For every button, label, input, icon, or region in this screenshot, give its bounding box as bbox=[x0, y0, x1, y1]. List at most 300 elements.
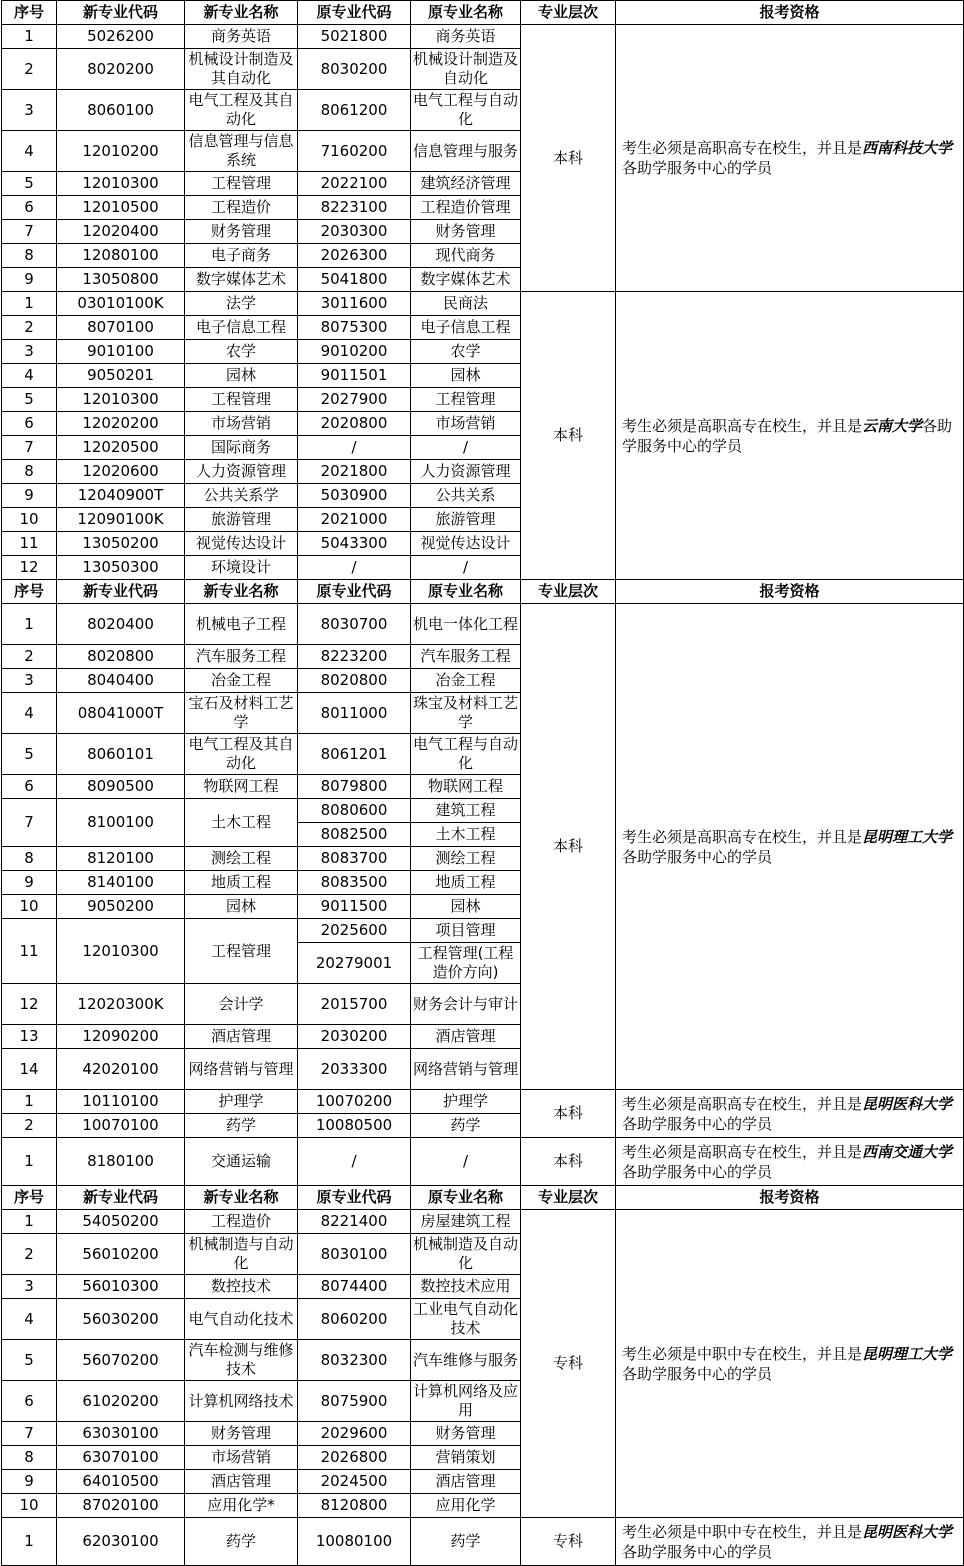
cell-old-name: 电气工程与自动化 bbox=[411, 90, 521, 131]
cell-old-code: 2026800 bbox=[298, 1446, 411, 1470]
cell-old-code: 5030900 bbox=[298, 484, 411, 508]
cell-old-code: 8032300 bbox=[298, 1340, 411, 1381]
eligibility-university: 昆明医科大学 bbox=[862, 1094, 953, 1113]
cell-seq: 8 bbox=[2, 1446, 57, 1470]
header-seq: 序号 bbox=[2, 580, 57, 604]
cell-old-code: 8020800 bbox=[298, 669, 411, 693]
cell-old-name: 建筑工程 bbox=[411, 799, 521, 823]
cell-new-code: 12020600 bbox=[57, 460, 185, 484]
cell-level: 本科 bbox=[521, 292, 616, 580]
header-level: 专业层次 bbox=[521, 1186, 616, 1210]
cell-new-code: 12040900T bbox=[57, 484, 185, 508]
cell-new-code: 12020300K bbox=[57, 984, 185, 1025]
cell-old-code: 5021800 bbox=[298, 25, 411, 49]
cell-old-name: 园林 bbox=[411, 895, 521, 919]
cell-new-name: 酒店管理 bbox=[185, 1470, 298, 1494]
cell-new-name: 地质工程 bbox=[185, 871, 298, 895]
cell-old-code: 9011500 bbox=[298, 895, 411, 919]
cell-old-name: 土木工程 bbox=[411, 823, 521, 847]
cell-old-code: 8074400 bbox=[298, 1275, 411, 1299]
cell-old-code: 8075900 bbox=[298, 1381, 411, 1422]
cell-new-code: 8060101 bbox=[57, 734, 185, 775]
cell-new-code: 12020200 bbox=[57, 412, 185, 436]
cell-new-code: 13050200 bbox=[57, 532, 185, 556]
cell-old-code: 2021800 bbox=[298, 460, 411, 484]
cell-new-name: 汽车检测与维修技术 bbox=[185, 1340, 298, 1381]
cell-old-name: 机械制造及自动化 bbox=[411, 1234, 521, 1275]
cell-eligibility bbox=[616, 1210, 964, 1518]
cell-new-code: 03010100K bbox=[57, 292, 185, 316]
cell-new-name: 宝石及材料工艺学 bbox=[185, 693, 298, 734]
cell-new-code: 12010300 bbox=[57, 388, 185, 412]
cell-new-code: 56010300 bbox=[57, 1275, 185, 1299]
table-row bbox=[2, 292, 964, 316]
table-row bbox=[2, 1138, 964, 1186]
cell-new-code: 8020200 bbox=[57, 49, 185, 90]
header-new-name: 新专业名称 bbox=[185, 1186, 298, 1210]
cell-seq: 2 bbox=[2, 1114, 57, 1138]
cell-old-name: 汽车服务工程 bbox=[411, 645, 521, 669]
cell-old-name: / bbox=[411, 1138, 521, 1186]
cell-old-name: 商务英语 bbox=[411, 25, 521, 49]
cell-level: 本科 bbox=[521, 1090, 616, 1138]
cell-seq: 1 bbox=[2, 1210, 57, 1234]
cell-old-code: 8030200 bbox=[298, 49, 411, 90]
cell-new-name: 财务管理 bbox=[185, 220, 298, 244]
cell-seq: 10 bbox=[2, 1494, 57, 1518]
cell-old-code: 9010200 bbox=[298, 340, 411, 364]
cell-old-name: 视觉传达设计 bbox=[411, 532, 521, 556]
cell-old-code: 8083700 bbox=[298, 847, 411, 871]
header-level: 专业层次 bbox=[521, 580, 616, 604]
cell-new-code: 12020500 bbox=[57, 436, 185, 460]
cell-seq: 2 bbox=[2, 1234, 57, 1275]
cell-old-name: 工业电气自动化技术 bbox=[411, 1299, 521, 1340]
cell-old-name: 公共关系 bbox=[411, 484, 521, 508]
cell-seq: 12 bbox=[2, 984, 57, 1025]
cell-new-code: 9050200 bbox=[57, 895, 185, 919]
cell-new-code: 8020800 bbox=[57, 645, 185, 669]
eligibility-prefix: 考生必须是高职高专在校生，并且是 bbox=[622, 139, 863, 157]
cell-old-code: 2026300 bbox=[298, 244, 411, 268]
cell-old-name: 机械设计制造及自动化 bbox=[411, 49, 521, 90]
cell-old-code: 8082500 bbox=[298, 823, 411, 847]
header-old-code: 原专业代码 bbox=[298, 580, 411, 604]
cell-seq: 1 bbox=[2, 604, 57, 645]
cell-seq: 1 bbox=[2, 1090, 57, 1114]
eligibility-university: 西南科技大学 bbox=[862, 139, 953, 157]
eligibility-university: 昆明医科大学 bbox=[862, 1522, 953, 1541]
cell-level: 专科 bbox=[521, 1518, 616, 1566]
cell-seq: 4 bbox=[2, 364, 57, 388]
header-old-name: 原专业名称 bbox=[411, 580, 521, 604]
cell-seq: 7 bbox=[2, 220, 57, 244]
cell-new-name: 财务管理 bbox=[185, 1422, 298, 1446]
cell-old-name: 建筑经济管理 bbox=[411, 172, 521, 196]
cell-seq: 8 bbox=[2, 244, 57, 268]
eligibility-suffix: 各助学服务中心的学员 bbox=[622, 1114, 773, 1133]
header-eligibility: 报考资格 bbox=[616, 580, 964, 604]
header-old-name: 原专业名称 bbox=[411, 1, 521, 25]
header-eligibility: 报考资格 bbox=[616, 1, 964, 25]
cell-new-code: 8070100 bbox=[57, 316, 185, 340]
cell-old-code: 8120800 bbox=[298, 1494, 411, 1518]
cell-seq: 2 bbox=[2, 49, 57, 90]
cell-level: 本科 bbox=[521, 25, 616, 292]
eligibility-suffix: 各助学服务中心的学员 bbox=[622, 847, 773, 866]
cell-seq: 6 bbox=[2, 775, 57, 799]
cell-new-name: 冶金工程 bbox=[185, 669, 298, 693]
cell-old-code: 8061200 bbox=[298, 90, 411, 131]
cell-new-name: 电气自动化技术 bbox=[185, 1299, 298, 1340]
cell-old-name: 财务管理 bbox=[411, 1422, 521, 1446]
cell-old-name: 信息管理与服务 bbox=[411, 131, 521, 172]
eligibility-prefix: 考生必须是中职中专在校生，并且是 bbox=[622, 1344, 863, 1363]
cell-old-name: 工程管理(工程造价方向) bbox=[411, 943, 521, 984]
cell-old-code: 2015700 bbox=[298, 984, 411, 1025]
cell-seq: 11 bbox=[2, 919, 57, 984]
cell-old-name: 营销策划 bbox=[411, 1446, 521, 1470]
header-seq: 序号 bbox=[2, 1, 57, 25]
cell-new-code: 5026200 bbox=[57, 25, 185, 49]
cell-old-name: 市场营销 bbox=[411, 412, 521, 436]
cell-new-name: 土木工程 bbox=[185, 799, 298, 847]
cell-old-name: 数字媒体艺术 bbox=[411, 268, 521, 292]
cell-new-name: 电气工程及其自动化 bbox=[185, 90, 298, 131]
cell-old-code: / bbox=[298, 436, 411, 460]
cell-new-name: 工程管理 bbox=[185, 919, 298, 984]
cell-new-name: 电气工程及其自动化 bbox=[185, 734, 298, 775]
cell-old-name: 电子信息工程 bbox=[411, 316, 521, 340]
header-new-name: 新专业名称 bbox=[185, 580, 298, 604]
cell-seq: 3 bbox=[2, 669, 57, 693]
cell-old-name: / bbox=[411, 556, 521, 580]
cell-old-code: 7160200 bbox=[298, 131, 411, 172]
cell-old-name: 园林 bbox=[411, 364, 521, 388]
cell-new-name: 农学 bbox=[185, 340, 298, 364]
header-seq: 序号 bbox=[2, 1186, 57, 1210]
cell-old-code: 20279001 bbox=[298, 943, 411, 984]
cell-seq: 6 bbox=[2, 1381, 57, 1422]
cell-old-code: 8061201 bbox=[298, 734, 411, 775]
cell-new-name: 应用化学* bbox=[185, 1494, 298, 1518]
cell-new-name: 环境设计 bbox=[185, 556, 298, 580]
cell-seq: 3 bbox=[2, 340, 57, 364]
cell-seq: 2 bbox=[2, 316, 57, 340]
cell-new-code: 12010300 bbox=[57, 919, 185, 984]
eligibility-suffix: 各助学服务中心的学员 bbox=[622, 416, 953, 455]
cell-seq: 7 bbox=[2, 436, 57, 460]
cell-level: 专科 bbox=[521, 1210, 616, 1518]
cell-old-name: 计算机网络及应用 bbox=[411, 1381, 521, 1422]
cell-old-code: 2033300 bbox=[298, 1049, 411, 1090]
cell-new-code: 9010100 bbox=[57, 340, 185, 364]
cell-seq: 13 bbox=[2, 1025, 57, 1049]
eligibility-suffix: 各助学服务中心的学员 bbox=[622, 1364, 773, 1383]
cell-seq: 6 bbox=[2, 412, 57, 436]
cell-old-code: 3011600 bbox=[298, 292, 411, 316]
cell-new-name: 法学 bbox=[185, 292, 298, 316]
eligibility-prefix: 考生必须是高职高专在校生，并且是 bbox=[622, 416, 863, 435]
cell-new-name: 数控技术 bbox=[185, 1275, 298, 1299]
header-level: 专业层次 bbox=[521, 1, 616, 25]
table-row bbox=[2, 1090, 964, 1114]
cell-seq: 9 bbox=[2, 268, 57, 292]
cell-new-name: 视觉传达设计 bbox=[185, 532, 298, 556]
cell-old-name: 旅游管理 bbox=[411, 508, 521, 532]
cell-new-code: 8020400 bbox=[57, 604, 185, 645]
cell-seq: 7 bbox=[2, 799, 57, 847]
cell-seq: 3 bbox=[2, 90, 57, 131]
cell-seq: 1 bbox=[2, 1518, 57, 1566]
eligibility-prefix: 考生必须是高职高专在校生，并且是 bbox=[622, 1094, 863, 1113]
cell-old-code: 10080500 bbox=[298, 1114, 411, 1138]
cell-new-code: 8120100 bbox=[57, 847, 185, 871]
cell-seq: 10 bbox=[2, 508, 57, 532]
cell-old-name: 工程造价管理 bbox=[411, 196, 521, 220]
cell-seq: 1 bbox=[2, 292, 57, 316]
cell-new-name: 工程造价 bbox=[185, 1210, 298, 1234]
cell-old-code: 8011000 bbox=[298, 693, 411, 734]
header-old-name: 原专业名称 bbox=[411, 1186, 521, 1210]
cell-old-name: 应用化学 bbox=[411, 1494, 521, 1518]
cell-new-name: 机械电子工程 bbox=[185, 604, 298, 645]
cell-new-code: 12010200 bbox=[57, 131, 185, 172]
cell-new-name: 物联网工程 bbox=[185, 775, 298, 799]
cell-old-name: 药学 bbox=[411, 1518, 521, 1566]
cell-seq: 14 bbox=[2, 1049, 57, 1090]
cell-old-code: 8223200 bbox=[298, 645, 411, 669]
table-row bbox=[2, 1210, 964, 1234]
cell-seq: 1 bbox=[2, 25, 57, 49]
eligibility-prefix: 考生必须是高职高专在校生，并且是 bbox=[622, 1142, 863, 1161]
cell-new-code: 08041000T bbox=[57, 693, 185, 734]
cell-old-code: 2029600 bbox=[298, 1422, 411, 1446]
header-new-name: 新专业名称 bbox=[185, 1, 298, 25]
cell-seq: 8 bbox=[2, 460, 57, 484]
cell-seq: 5 bbox=[2, 1340, 57, 1381]
cell-new-name: 测绘工程 bbox=[185, 847, 298, 871]
cell-seq: 6 bbox=[2, 196, 57, 220]
cell-new-name: 药学 bbox=[185, 1518, 298, 1566]
header-old-code: 原专业代码 bbox=[298, 1186, 411, 1210]
cell-new-code: 12090200 bbox=[57, 1025, 185, 1049]
header-new-code: 新专业代码 bbox=[57, 1186, 185, 1210]
cell-new-name: 市场营销 bbox=[185, 1446, 298, 1470]
header-row bbox=[2, 1, 964, 25]
cell-new-name: 酒店管理 bbox=[185, 1025, 298, 1049]
cell-old-name: 护理学 bbox=[411, 1090, 521, 1114]
cell-old-code: 2024500 bbox=[298, 1470, 411, 1494]
cell-old-name: 财务管理 bbox=[411, 220, 521, 244]
cell-old-code: 2022100 bbox=[298, 172, 411, 196]
cell-old-code: 2021000 bbox=[298, 508, 411, 532]
cell-old-code: 9011501 bbox=[298, 364, 411, 388]
cell-seq: 4 bbox=[2, 131, 57, 172]
cell-seq: 1 bbox=[2, 1138, 57, 1186]
cell-seq: 11 bbox=[2, 532, 57, 556]
cell-new-name: 工程管理 bbox=[185, 172, 298, 196]
cell-new-code: 63070100 bbox=[57, 1446, 185, 1470]
cell-eligibility bbox=[616, 1090, 964, 1138]
cell-old-code: 8223100 bbox=[298, 196, 411, 220]
cell-old-name: 酒店管理 bbox=[411, 1470, 521, 1494]
cell-new-code: 8100100 bbox=[57, 799, 185, 847]
cell-old-name: 财务会计与审计 bbox=[411, 984, 521, 1025]
cell-seq: 9 bbox=[2, 484, 57, 508]
cell-new-code: 56070200 bbox=[57, 1340, 185, 1381]
cell-old-name: 珠宝及材料工艺学 bbox=[411, 693, 521, 734]
cell-eligibility bbox=[616, 604, 964, 1090]
cell-old-name: 测绘工程 bbox=[411, 847, 521, 871]
cell-new-name: 会计学 bbox=[185, 984, 298, 1025]
cell-new-code: 8140100 bbox=[57, 871, 185, 895]
eligibility-suffix: 各助学服务中心的学员 bbox=[622, 159, 773, 177]
cell-new-name: 国际商务 bbox=[185, 436, 298, 460]
cell-seq: 7 bbox=[2, 1422, 57, 1446]
cell-old-code: 8030700 bbox=[298, 604, 411, 645]
cell-new-code: 62030100 bbox=[57, 1518, 185, 1566]
cell-old-code: 2030300 bbox=[298, 220, 411, 244]
cell-old-code: 5041800 bbox=[298, 268, 411, 292]
cell-new-name: 人力资源管理 bbox=[185, 460, 298, 484]
cell-old-name: 数控技术应用 bbox=[411, 1275, 521, 1299]
cell-new-name: 工程造价 bbox=[185, 196, 298, 220]
cell-new-code: 63030100 bbox=[57, 1422, 185, 1446]
cell-level: 本科 bbox=[521, 604, 616, 1090]
cell-seq: 9 bbox=[2, 871, 57, 895]
cell-new-name: 园林 bbox=[185, 364, 298, 388]
cell-old-code: 2020800 bbox=[298, 412, 411, 436]
cell-old-name: 药学 bbox=[411, 1114, 521, 1138]
cell-old-name: 人力资源管理 bbox=[411, 460, 521, 484]
cell-new-name: 护理学 bbox=[185, 1090, 298, 1114]
eligibility-university: 西南交通大学 bbox=[862, 1142, 953, 1161]
cell-new-name: 商务英语 bbox=[185, 25, 298, 49]
cell-old-name: 汽车维修与服务 bbox=[411, 1340, 521, 1381]
cell-new-code: 8040400 bbox=[57, 669, 185, 693]
cell-new-name: 机械设计制造及其自动化 bbox=[185, 49, 298, 90]
header-old-code: 原专业代码 bbox=[298, 1, 411, 25]
cell-new-code: 56030200 bbox=[57, 1299, 185, 1340]
cell-new-name: 公共关系学 bbox=[185, 484, 298, 508]
cell-old-name: 现代商务 bbox=[411, 244, 521, 268]
cell-old-name: 酒店管理 bbox=[411, 1025, 521, 1049]
cell-old-name: 民商法 bbox=[411, 292, 521, 316]
eligibility-university: 云南大学 bbox=[862, 416, 923, 435]
cell-eligibility bbox=[616, 292, 964, 580]
cell-eligibility bbox=[616, 25, 964, 292]
cell-new-code: 12010500 bbox=[57, 196, 185, 220]
cell-seq: 9 bbox=[2, 1470, 57, 1494]
cell-old-name: 房屋建筑工程 bbox=[411, 1210, 521, 1234]
cell-new-name: 机械制造与自动化 bbox=[185, 1234, 298, 1275]
table-row bbox=[2, 25, 964, 49]
cell-new-name: 园林 bbox=[185, 895, 298, 919]
eligibility-prefix: 考生必须是中职中专在校生，并且是 bbox=[622, 1522, 863, 1541]
cell-new-code: 8060100 bbox=[57, 90, 185, 131]
cell-new-name: 工程管理 bbox=[185, 388, 298, 412]
cell-old-code: 8221400 bbox=[298, 1210, 411, 1234]
cell-old-name: 冶金工程 bbox=[411, 669, 521, 693]
cell-new-name: 数字媒体艺术 bbox=[185, 268, 298, 292]
cell-old-name: 机电一体化工程 bbox=[411, 604, 521, 645]
eligibility-university: 昆明理工大学 bbox=[862, 827, 953, 846]
cell-seq: 4 bbox=[2, 1299, 57, 1340]
eligibility-suffix: 各助学服务中心的学员 bbox=[622, 1542, 773, 1561]
cell-old-name: 网络营销与管理 bbox=[411, 1049, 521, 1090]
cell-new-name: 电子信息工程 bbox=[185, 316, 298, 340]
cell-seq: 2 bbox=[2, 645, 57, 669]
header-row bbox=[2, 580, 964, 604]
cell-old-name: / bbox=[411, 436, 521, 460]
table-row bbox=[2, 1518, 964, 1566]
cell-new-code: 12010300 bbox=[57, 172, 185, 196]
cell-new-code: 56010200 bbox=[57, 1234, 185, 1275]
header-new-code: 新专业代码 bbox=[57, 580, 185, 604]
cell-old-name: 地质工程 bbox=[411, 871, 521, 895]
cell-new-code: 8090500 bbox=[57, 775, 185, 799]
cell-new-code: 8180100 bbox=[57, 1138, 185, 1186]
cell-old-name: 工程管理 bbox=[411, 388, 521, 412]
header-eligibility: 报考资格 bbox=[616, 1186, 964, 1210]
cell-new-code: 42020100 bbox=[57, 1049, 185, 1090]
cell-new-code: 87020100 bbox=[57, 1494, 185, 1518]
cell-seq: 12 bbox=[2, 556, 57, 580]
header-new-code: 新专业代码 bbox=[57, 1, 185, 25]
cell-new-code: 13050300 bbox=[57, 556, 185, 580]
cell-new-code: 64010500 bbox=[57, 1470, 185, 1494]
cell-new-name: 计算机网络技术 bbox=[185, 1381, 298, 1422]
cell-old-code: 10080100 bbox=[298, 1518, 411, 1566]
cell-old-code: / bbox=[298, 556, 411, 580]
cell-new-name: 汽车服务工程 bbox=[185, 645, 298, 669]
table-body bbox=[2, 1, 964, 1566]
cell-new-code: 12020400 bbox=[57, 220, 185, 244]
cell-new-name: 交通运输 bbox=[185, 1138, 298, 1186]
cell-seq: 8 bbox=[2, 847, 57, 871]
cell-eligibility bbox=[616, 1518, 964, 1566]
cell-old-code: 10070200 bbox=[298, 1090, 411, 1114]
cell-old-code: 8083500 bbox=[298, 871, 411, 895]
cell-old-code: 2030200 bbox=[298, 1025, 411, 1049]
cell-new-code: 54050200 bbox=[57, 1210, 185, 1234]
cell-eligibility bbox=[616, 1138, 964, 1186]
cell-new-code: 13050800 bbox=[57, 268, 185, 292]
cell-old-code: 2027900 bbox=[298, 388, 411, 412]
eligibility-suffix: 各助学服务中心的学员 bbox=[622, 1162, 773, 1181]
major-table bbox=[1, 0, 964, 1566]
cell-new-name: 信息管理与信息系统 bbox=[185, 131, 298, 172]
cell-seq: 5 bbox=[2, 734, 57, 775]
cell-old-name: 电气工程与自动化 bbox=[411, 734, 521, 775]
eligibility-university: 昆明理工大学 bbox=[862, 1344, 953, 1363]
cell-old-code: 8030100 bbox=[298, 1234, 411, 1275]
cell-new-name: 电子商务 bbox=[185, 244, 298, 268]
cell-old-code: 5043300 bbox=[298, 532, 411, 556]
cell-seq: 4 bbox=[2, 693, 57, 734]
cell-new-name: 旅游管理 bbox=[185, 508, 298, 532]
cell-new-code: 10070100 bbox=[57, 1114, 185, 1138]
cell-old-code: / bbox=[298, 1138, 411, 1186]
cell-old-code: 8080600 bbox=[298, 799, 411, 823]
cell-old-name: 农学 bbox=[411, 340, 521, 364]
cell-old-name: 项目管理 bbox=[411, 919, 521, 943]
cell-seq: 10 bbox=[2, 895, 57, 919]
cell-new-code: 61020200 bbox=[57, 1381, 185, 1422]
cell-new-name: 网络营销与管理 bbox=[185, 1049, 298, 1090]
cell-new-name: 药学 bbox=[185, 1114, 298, 1138]
